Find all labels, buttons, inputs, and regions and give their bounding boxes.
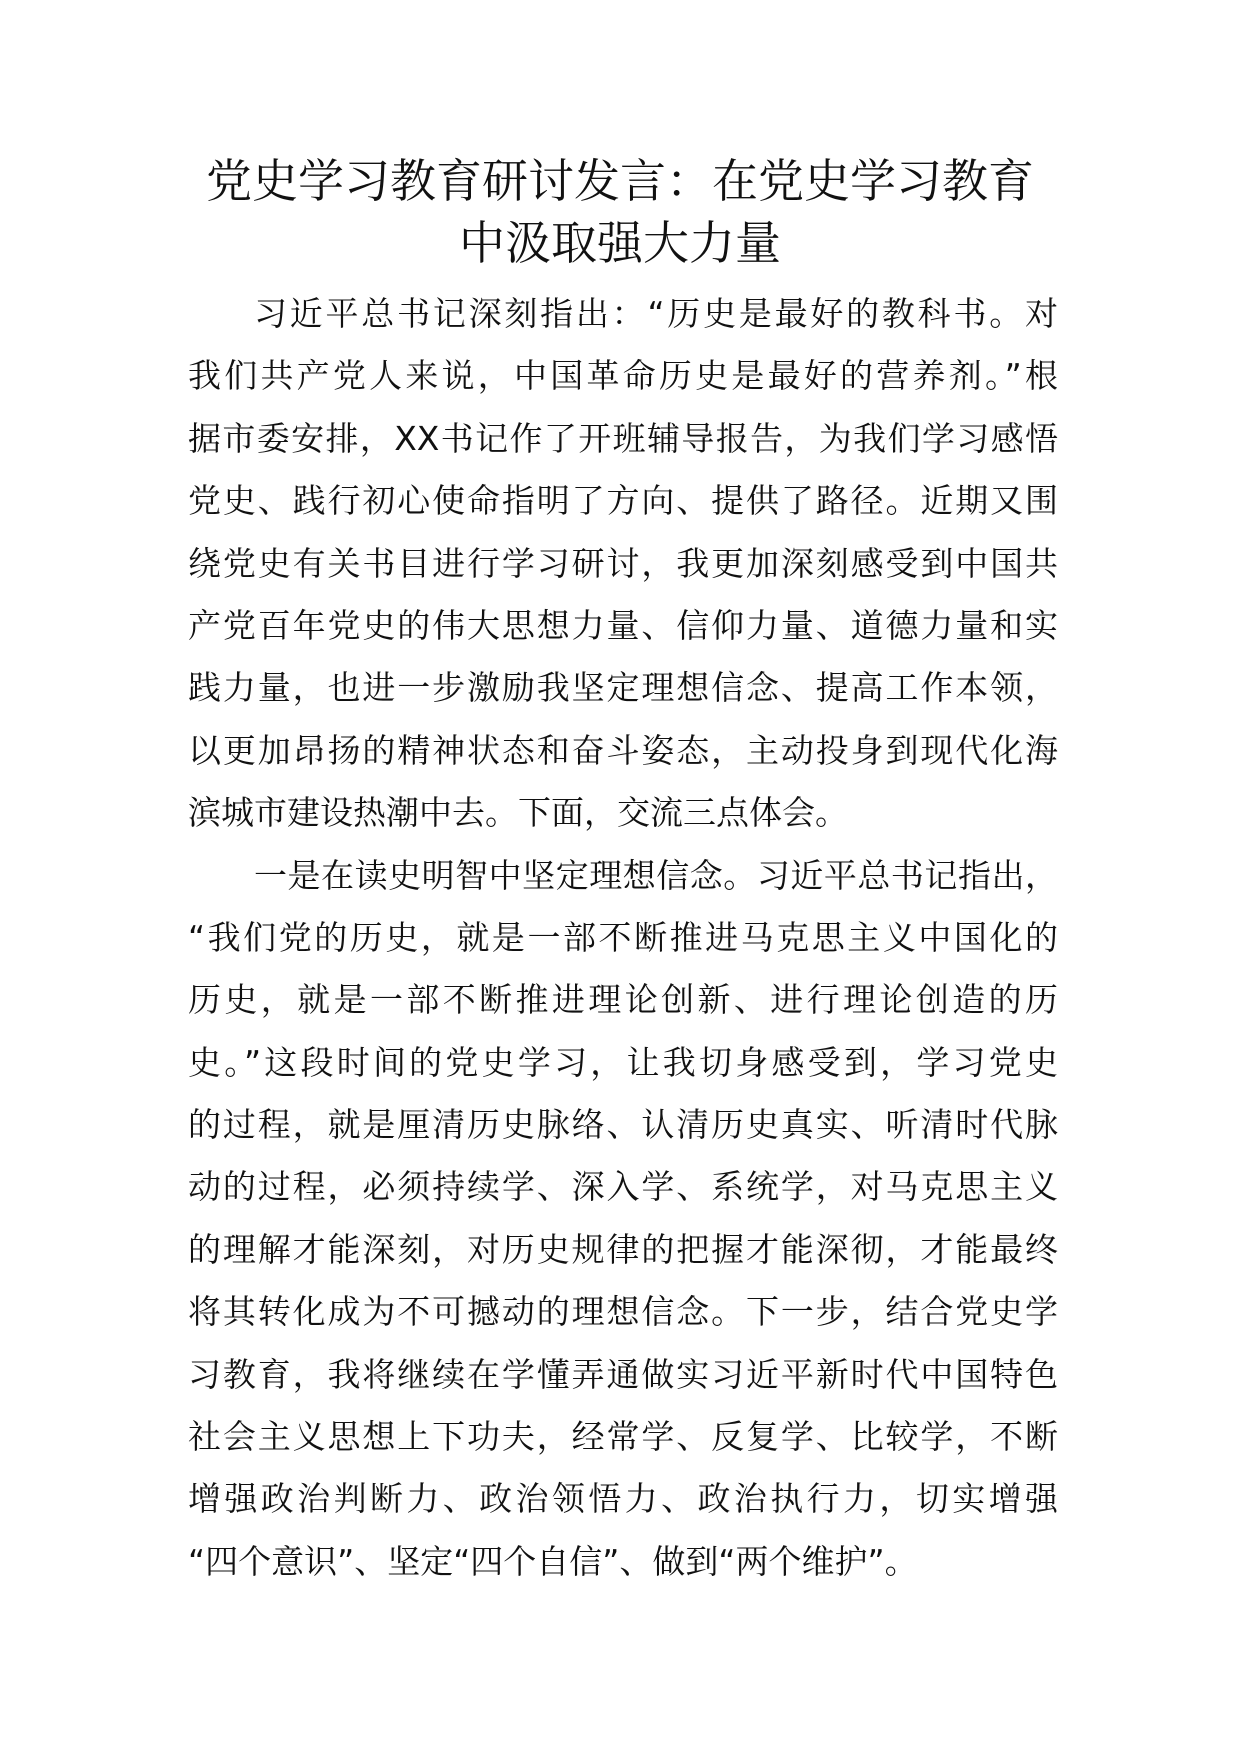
title-line: 党史学习教育研讨发言：在党史学习教育	[206, 154, 1034, 208]
text-line: 习近平总书记深刻指出：“历史是最好的教科书。对	[254, 294, 1058, 333]
text-line: 一是在读史明智中坚定理想信念。习近平总书记指出，	[254, 855, 1058, 895]
text-line: 的理解才能深刻，对历史规律的把握才能深彻，才能最终	[188, 1229, 1058, 1269]
text-line: 我们共产党人来说，中国革命历史是最好的营养剂。”根	[188, 356, 1058, 396]
text-line: 据市委安排，XX书记作了开班辅导报告，为我们学习感悟	[188, 418, 1058, 458]
text-line: 践力量，也进一步激励我坚定理想信念、提高工作本领，	[188, 668, 1058, 708]
text-line: 将其转化成为不可撼动的理想信念。下一步，结合党史学	[188, 1292, 1058, 1332]
document-title	[150, 150, 1090, 274]
paragraph	[188, 283, 1058, 845]
text-line: 史。”这段时间的党史学习，让我切身感受到，学习党史	[188, 1042, 1058, 1082]
text-line: 滨城市建设热潮中去。下面，交流三点体会。	[188, 793, 848, 833]
text-line: “四个意识”、坚定“四个自信”、做到“两个维护”。	[188, 1541, 918, 1581]
text-line: 党史、践行初心使命指明了方向、提供了路径。近期又围	[188, 481, 1058, 521]
document-body	[188, 283, 1058, 1593]
paragraph	[188, 845, 1058, 1594]
text-line: 绕党史有关书目进行学习研讨，我更加深刻感受到中国共	[188, 543, 1058, 583]
title-line: 中汲取强大力量	[459, 216, 781, 270]
text-line: 增强政治判断力、政治领悟力、政治执行力，切实增强	[188, 1479, 1058, 1519]
text-line: 社会主义思想上下功夫，经常学、反复学、比较学，不断	[188, 1417, 1058, 1457]
text-line: “我们党的历史，就是一部不断推进马克思主义中国化的	[188, 917, 1058, 957]
text-line: 产党百年党史的伟大思想力量、信仰力量、道德力量和实	[188, 605, 1058, 645]
text-line: 的过程，就是厘清历史脉络、认清历史真实、听清时代脉	[188, 1105, 1058, 1145]
text-line: 习教育，我将继续在学懂弄通做实习近平新时代中国特色	[188, 1354, 1058, 1394]
text-line: 历史，就是一部不断推进理论创新、进行理论创造的历	[188, 980, 1058, 1020]
text-line: 以更加昂扬的精神状态和奋斗姿态，主动投身到现代化海	[188, 730, 1058, 770]
text-line: 动的过程，必须持续学、深入学、系统学，对马克思主义	[188, 1167, 1058, 1207]
